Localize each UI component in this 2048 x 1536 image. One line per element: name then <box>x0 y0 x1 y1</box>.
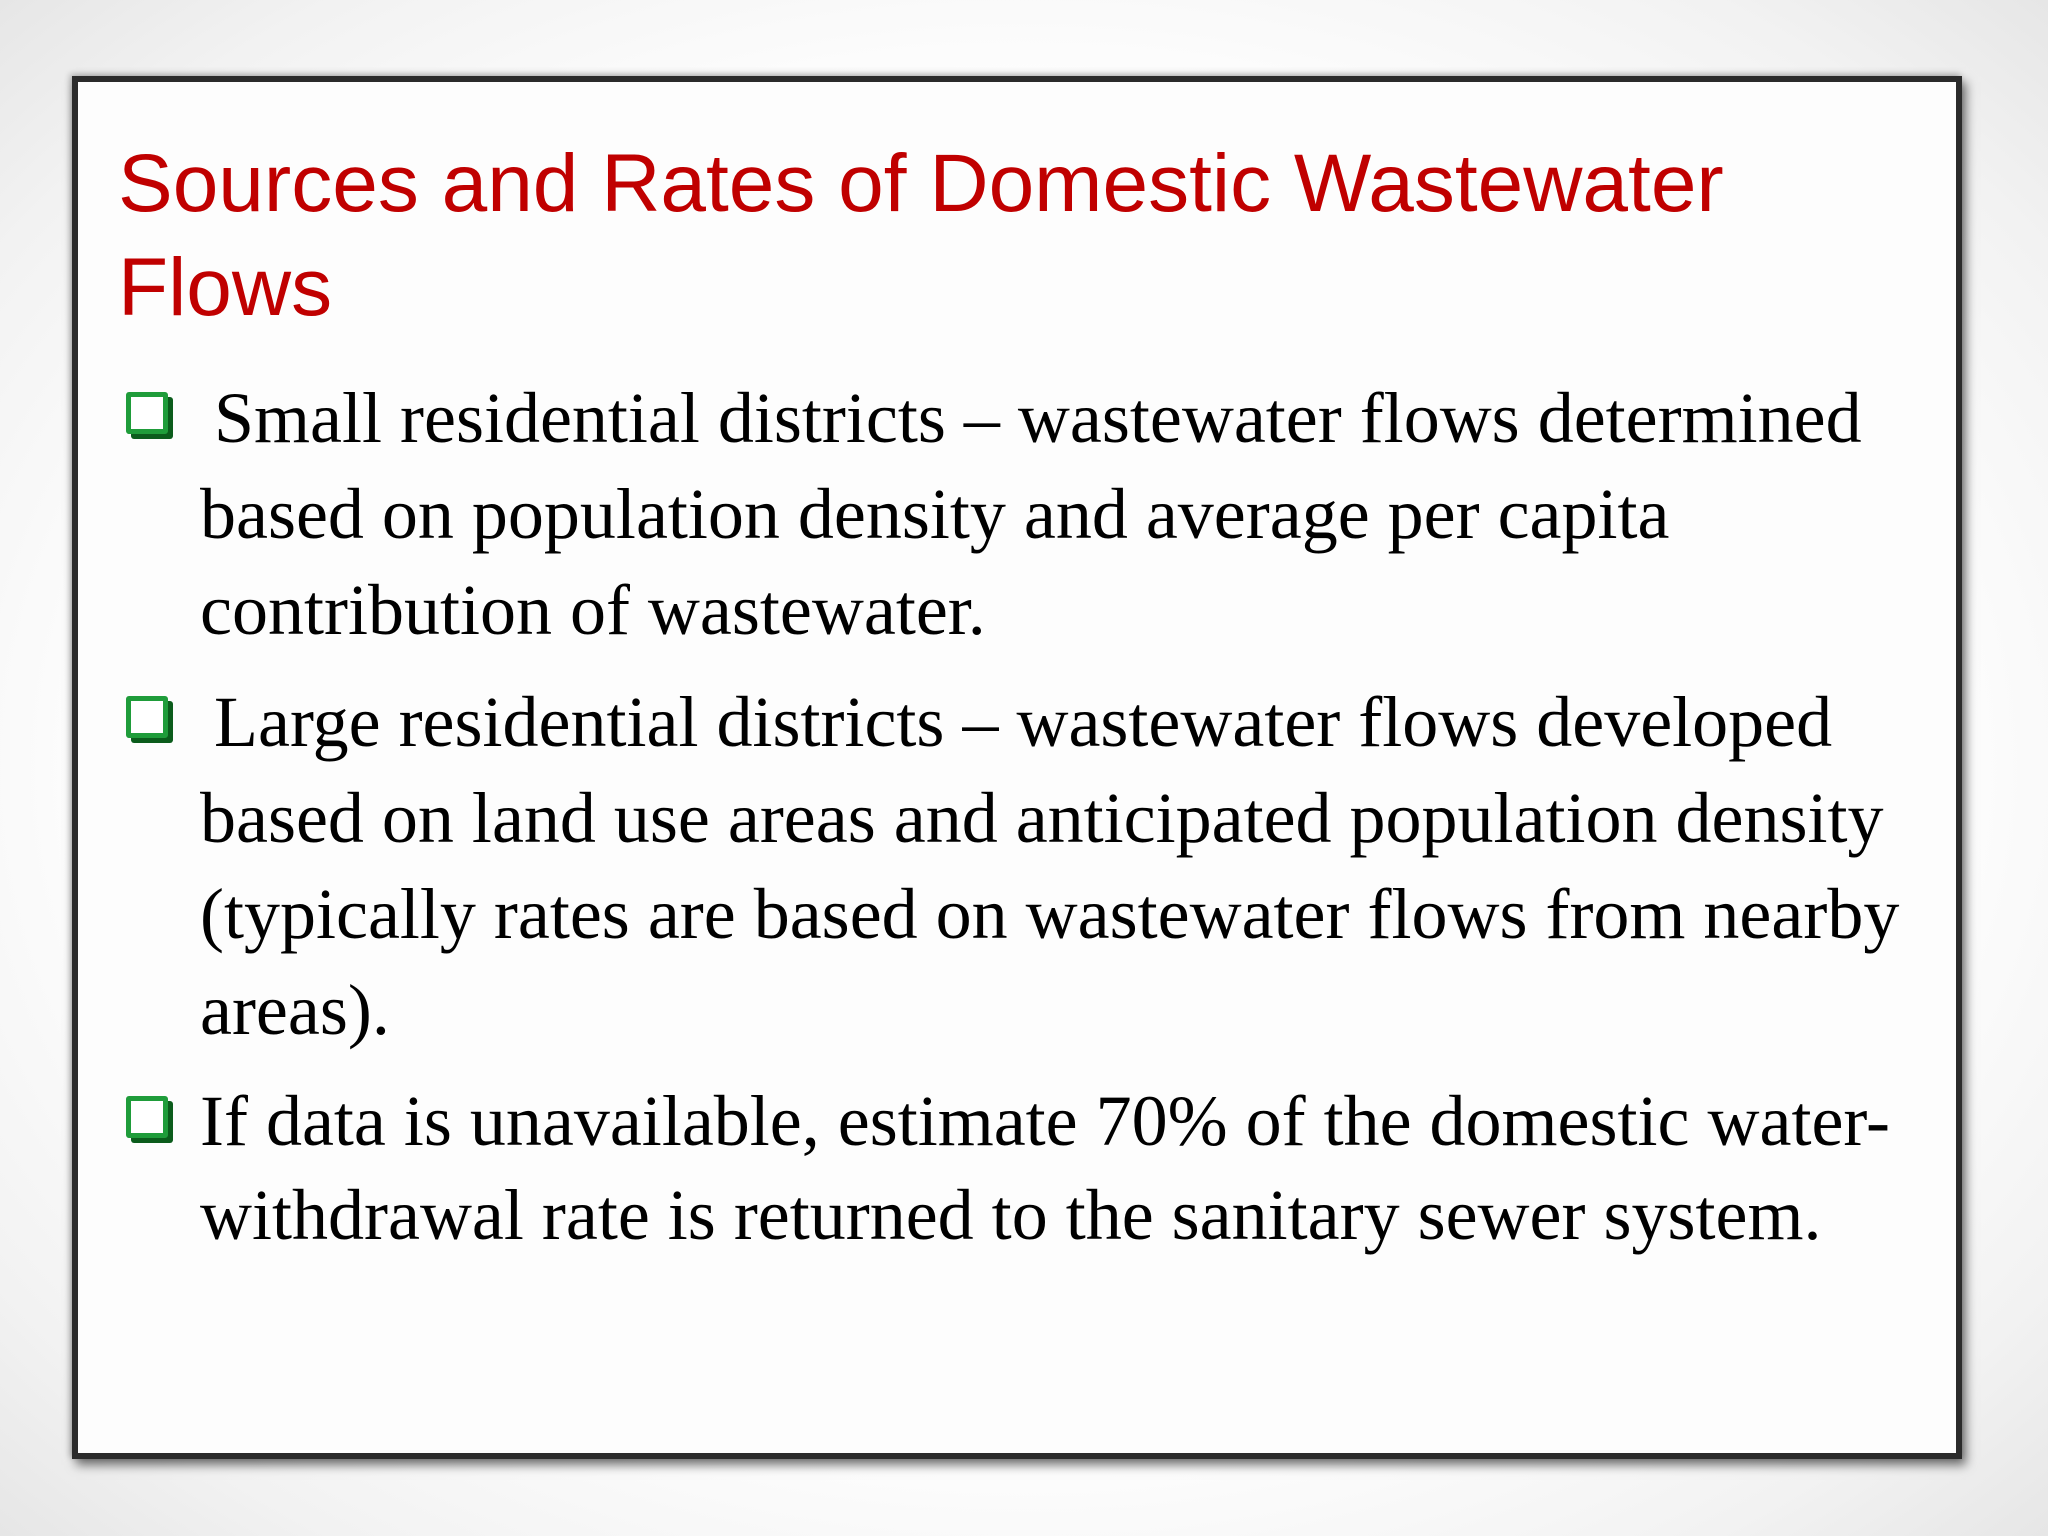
bullet-text: Small residential districts – wastewater flows determined based on population density and average per capita contribution of wastewater. <box>200 378 1862 650</box>
bullet-text: Large residential districts – wastewater flows developed based on land use areas and anticipated population density (typically rates are based on wastewater flows from nearby areas). <box>200 682 1900 1050</box>
checkbox-square-icon <box>126 1096 168 1138</box>
checkbox-square-icon <box>126 392 168 434</box>
slide-title: Sources and Rates of Domestic Wastewater Flows <box>118 138 1724 333</box>
bullet-list <box>126 370 1906 1262</box>
bullet-text: If data is unavailable, estimate 70% of the domestic water-withdrawal rate is returned to the sanitary sewer system. <box>200 1081 1890 1255</box>
list-item <box>126 674 1906 1058</box>
list-item <box>126 370 1906 658</box>
list-item <box>126 1074 1906 1262</box>
checkbox-square-icon <box>126 696 168 738</box>
